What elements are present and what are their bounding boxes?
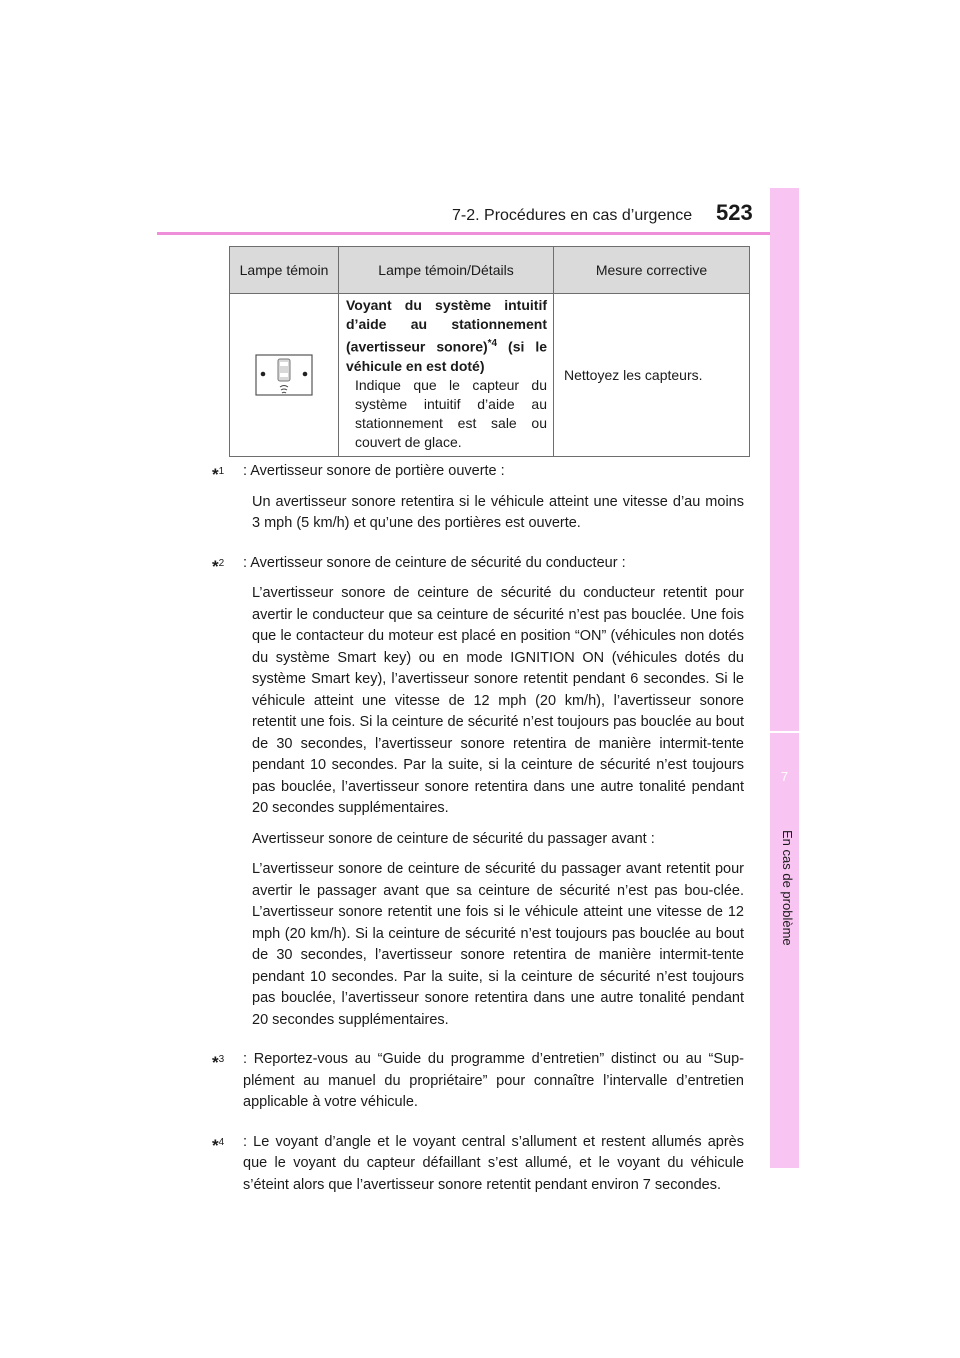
parking-assist-sensor-icon <box>255 353 313 397</box>
chapter-title: En cas de problème <box>780 830 795 946</box>
page-number: 523 <box>716 200 753 225</box>
column-header-lamp: Lampe témoin <box>230 247 339 294</box>
footnote-4 <box>212 1132 744 1206</box>
footnote-text: L’avertisseur sonore de ceinture de sécurité du conducteur retentit pour avertir le conducteur que sa ceinture de sécurité n’est pas bouclée. Une fois que le contacteur du moteur est placé en position “ON” (véhicules non dotés du système Smart key) ou en mode IGNITION ON (véhicules dotés du système Smart key), l’avertisseur sonore retentit pendant 6 secondes. Si le véhicule atteint une vitesse de 12 mph (20 km/h), l’avertisseur sonore retentit une fois. Si la ceinture de sécurité n’est toujours pas bouclée au bout de 30 secondes, l’avertisseur sonore retentira de manière intermit-tente pendant 10 secondes. Par la suite, si la ceinture de sécurité n’est toujours pas bouclée, l’avertisseur sonore retentira dans une autre tonalité pendant 20 secondes supplémentaires. <box>252 585 744 816</box>
footnote-heading: : Avertisseur sonore de portière ouverte : <box>243 463 505 479</box>
table-header-row <box>230 247 750 294</box>
lamp-cell <box>230 294 339 457</box>
chapter-side-tab <box>770 188 799 1168</box>
footnote-1 <box>212 461 744 544</box>
warning-lamp-table <box>229 246 750 457</box>
footnote-text: : Le voyant d’angle et le voyant central s’allument et restent allumés après que le voyant du capteur défaillant s’est allumé, et le voyant du véhicule s’éteint alors que l’avertisseur sonore retentit pendant environ 7 secondes. <box>243 1133 744 1193</box>
lamp-description: Indique que le capteur du système intuitif d’aide au stationnement est sale ou couvert de glace. <box>355 376 547 450</box>
footnote-text: Un avertisseur sonore retentira si le véhicule atteint une vitesse d’au moins 3 mph (5 km/h) et qu’une des portières est ouverte. <box>252 493 744 531</box>
lamp-details-cell <box>339 294 554 457</box>
header-rule <box>157 232 799 235</box>
chapter-number: 7 <box>780 769 789 784</box>
footnote-text: : Reportez-vous au “Guide du programme d’entretien” distinct ou au “Sup-plément au manuel du propriétaire” pour connaître l’intervalle d’entretien applicable à votre véhicule. <box>243 1051 744 1110</box>
footnote-2 <box>212 553 744 1041</box>
lamp-title: Voyant du système intuitif d’aide au stationnement (avertisseur sonore)$^{*4}$ (si le véhicule en est doté) <box>346 297 547 374</box>
corrective-action-cell: Nettoyez les capteurs. <box>554 294 750 457</box>
column-header-action: Mesure corrective <box>554 247 750 294</box>
footnote-marker: *$^4$ <box>212 1135 225 1155</box>
footnote-heading: : Avertisseur sonore de ceinture de sécurité du conducteur : <box>243 554 626 571</box>
footnote-marker: *$^2$ <box>212 556 225 576</box>
footnote-text: L’avertisseur sonore de ceinture de sécurité du passager avant retentit pour avertir le passager avant que sa ceinture de sécurité n’est pas bou-clée. L’avertisseur sonore retentit une fois si le véhicule atteint une vitesse de 12 mph (20 km/h). Si la ceinture de sécurité n’est toujours pas bouclée au bout de 30 secondes, l’avertisseur sonore retentira de manière intermit-tente pendant 10 secondes. Par la suite, si la ceinture de sécurité n’est toujours pas bouclée, l’avertisseur sonore retentira dans une autre tonalité pendant 20 secondes supplémentaires. <box>252 861 744 1028</box>
footnote-marker: *$^3$ <box>212 1052 225 1072</box>
section-title: 7-2. Procédures en cas d’urgence <box>452 207 693 224</box>
footnote-3 <box>212 1049 744 1123</box>
column-header-details: Lampe témoin/Détails <box>339 247 554 294</box>
side-tab-divider <box>770 731 799 733</box>
footnotes <box>212 461 744 1214</box>
footnote-ref-4: *4 <box>487 338 498 349</box>
footnote-subheading: Avertisseur sonore de ceinture de sécurité du passager avant : <box>252 830 655 847</box>
table-row <box>230 294 750 457</box>
footnote-marker: *$^1$ <box>212 464 225 484</box>
